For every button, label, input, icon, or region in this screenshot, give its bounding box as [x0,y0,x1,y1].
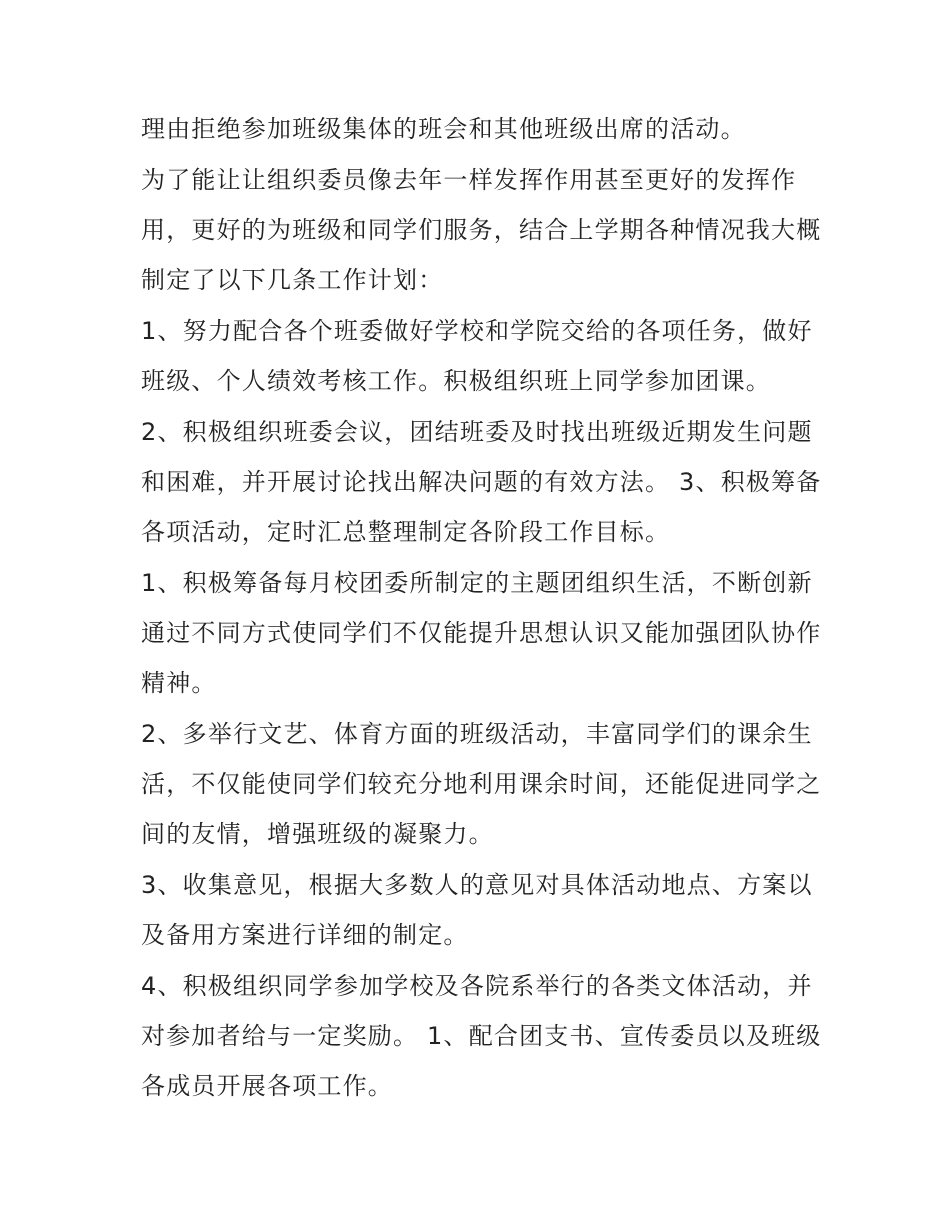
text-line: 及备用方案进行详细的制定。 [141,921,469,949]
text-line: 各成员开展各项工作。 [141,1072,393,1100]
text-line: 2、积极组织班委会议，团结班委及时找出班级近期发生问题 [141,418,813,446]
text-line: 活，不仅能使同学们较充分地利用课余时间，还能促进同学之 [141,770,822,798]
text-line: 3、收集意见，根据大多数人的意见对具体活动地点、方案以 [141,871,813,899]
text-line: 和困难，并开展讨论找出解决问题的有效方法。 3、积极筹备 [141,468,822,496]
text-line: 2、多举行文艺、体育方面的班级活动，丰富同学们的课余生 [141,720,813,748]
text-line: 间的友情，增强班级的凝聚力。 [141,820,494,848]
text-line: 精神。 [141,669,217,697]
document-body [141,110,821,1106]
text-line: 各项活动，定时汇总整理制定各阶段工作目标。 [141,518,671,546]
text-line: 为了能让让组织委员像去年一样发挥作用甚至更好的发挥作 [141,166,797,194]
text-line: 1、积极筹备每月校团委所制定的主题团组织生活，不断创新 [141,569,813,597]
text-line: 1、努力配合各个班委做好学校和学院交给的各项任务，做好 [141,317,813,345]
text-line: 通过不同方式使同学们不仅能提升思想认识又能加强团队协作 [141,619,822,647]
text-line: 对参加者给与一定奖励。 1、配合团支书、宣传委员以及班级 [141,1022,822,1050]
text-line: 4、积极组织同学参加学校及各院系举行的各类文体活动，并 [141,972,813,1000]
text-line: 理由拒绝参加班级集体的班会和其他班级出席的活动。 [141,115,746,143]
text-line: 用，更好的为班级和同学们服务，结合上学期各种情况我大概 [141,216,822,244]
text-line: 制定了以下几条工作计划： [141,266,444,294]
text-line: 班级、个人绩效考核工作。积极组织班上同学参加团课。 [141,367,771,395]
